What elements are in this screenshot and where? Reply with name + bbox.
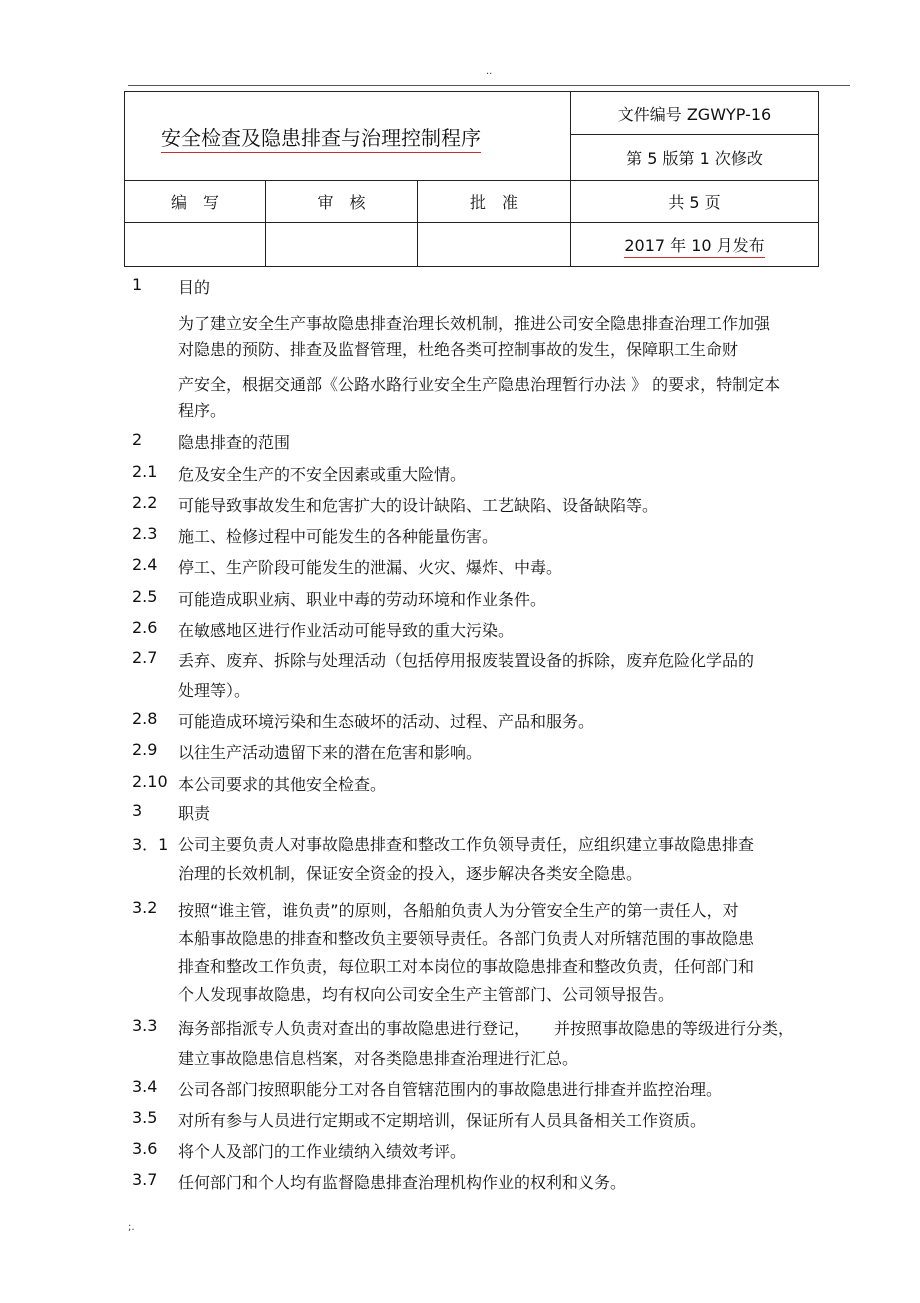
- line-text: 治理的长效机制，保证安全资金的投入，逐步解决各类安全隐患。: [178, 864, 643, 883]
- line-number: 2.5: [132, 587, 158, 606]
- line-text: 丢弃、废弃、拆除与处理活动（包括停用报废装置设备的拆除，废弃危险化学品的: [178, 651, 755, 670]
- line-number: 2.4: [132, 555, 158, 574]
- column-write: 编 写: [125, 181, 266, 223]
- line-text: 可能造成职业病、职业中毒的劳动环境和作业条件。: [178, 590, 547, 609]
- line-text: 对所有参与人员进行定期或不定期培训，保证所有人员具备相关工作资质。: [178, 1111, 707, 1130]
- line-text: 停工、生产阶段可能发生的泄漏、火灾、爆炸、中毒。: [178, 558, 563, 577]
- column-review: 审 核: [266, 181, 418, 223]
- line-text: 将个人及部门的工作业绩纳入绩效考评。: [178, 1142, 467, 1161]
- document-title-cell: [125, 92, 571, 181]
- line-text: 公司各部门按照职能分工对各自管辖范围内的事故隐患进行排查并监控治理。: [178, 1080, 723, 1099]
- line-number: 2: [132, 430, 143, 449]
- page-count: 共 5 页: [571, 181, 819, 223]
- header-rule: [128, 85, 850, 86]
- publish-date: 2017 年 10 月发布: [624, 236, 764, 258]
- line-number: 3．1: [132, 835, 169, 854]
- line-number: 3.6: [132, 1139, 158, 1158]
- line-text: 个人发现事故隐患，均有权向公司安全生产主管部门、公司领导报告。: [178, 985, 675, 1004]
- footer-mark: ;.: [128, 1222, 135, 1233]
- line-number: 3.2: [132, 898, 158, 917]
- doc-number: 文件编号 ZGWYP-16: [571, 92, 819, 135]
- line-number: 2.6: [132, 618, 158, 637]
- write-signature: [125, 223, 266, 267]
- line-text: 任何部门和个人均有监督隐患排查治理机构作业的权利和义务。: [178, 1173, 627, 1192]
- version-info: 第 5 版第 1 次修改: [571, 135, 819, 181]
- line-text: 在敏感地区进行作业活动可能导致的重大污染。: [178, 621, 515, 640]
- line-number: 2.8: [132, 709, 158, 728]
- line-number: 2.7: [132, 648, 158, 667]
- header-mark: ..: [486, 66, 493, 77]
- publish-date-cell: [571, 223, 819, 267]
- line-text: 程序。: [178, 401, 227, 420]
- document-title: 安全检查及隐患排查与治理控制程序: [161, 126, 481, 153]
- line-text: 公司主要负责人对事故隐患排查和整改工作负领导责任，应组织建立事故隐患排查: [178, 835, 755, 854]
- line-text: 对隐患的预防、排查及监督管理，杜绝各类可控制事故的发生，保障职工生命财: [178, 340, 739, 359]
- line-text: 排查和整改工作负责，每位职工对本岗位的事故隐患排查和整改负责，任何部门和: [178, 957, 755, 976]
- document-info-table: [124, 91, 819, 267]
- line-number: 3.7: [132, 1170, 158, 1189]
- line-number: 3.3: [132, 1016, 158, 1035]
- line-text: 可能造成环境污染和生态破坏的活动、过程、产品和服务。: [178, 712, 595, 731]
- line-text: 可能导致事故发生和危害扩大的设计缺陷、工艺缺陷、设备缺陷等。: [178, 496, 659, 515]
- line-text: 本船事故隐患的排查和整改负主要领导责任。各部门负责人对所辖范围的事故隐患: [178, 929, 755, 948]
- line-text: 以往生产活动遗留下来的潜在危害和影响。: [178, 743, 483, 762]
- line-text: 隐患排查的范围: [178, 433, 291, 452]
- line-number: 2.1: [132, 462, 158, 481]
- line-number: 2.3: [132, 524, 158, 543]
- line-number: 2.2: [132, 493, 158, 512]
- line-text: 为了建立安全生产事故隐患排查治理长效机制，推进公司安全隐患排查治理工作加强: [178, 314, 771, 333]
- line-text: 按照“谁主管，谁负责”的原则，各船舶负责人为分管安全生产的第一责任人，对: [178, 901, 739, 920]
- line-text: 本公司要求的其他安全检查。: [178, 775, 387, 794]
- line-number: 3.5: [132, 1108, 158, 1127]
- review-signature: [266, 223, 418, 267]
- line-text: 目的: [178, 278, 211, 297]
- line-text: 施工、检修过程中可能发生的各种能量伤害。: [178, 527, 499, 546]
- column-approve: 批 准: [418, 181, 571, 223]
- line-number: 3.4: [132, 1077, 158, 1096]
- line-text: 建立事故隐患信息档案，对各类隐患排查治理进行汇总。: [178, 1049, 579, 1068]
- line-text: 海务部指派专人负责对查出的事故隐患进行登记， 并按照事故隐患的等级进行分类，: [178, 1019, 795, 1038]
- line-number: 1: [132, 275, 143, 294]
- line-number: 2.10: [132, 772, 168, 791]
- line-number: 2.9: [132, 740, 158, 759]
- approve-signature: [418, 223, 571, 267]
- line-text: 职责: [178, 804, 211, 823]
- line-text: 处理等）。: [178, 681, 251, 700]
- line-number: 3: [132, 801, 143, 820]
- line-text: 产安全，根据交通部《公路水路行业安全生产隐患治理暂行办法 》 的要求，特制定本: [178, 375, 781, 394]
- line-text: 危及安全生产的不安全因素或重大险情。: [178, 465, 467, 484]
